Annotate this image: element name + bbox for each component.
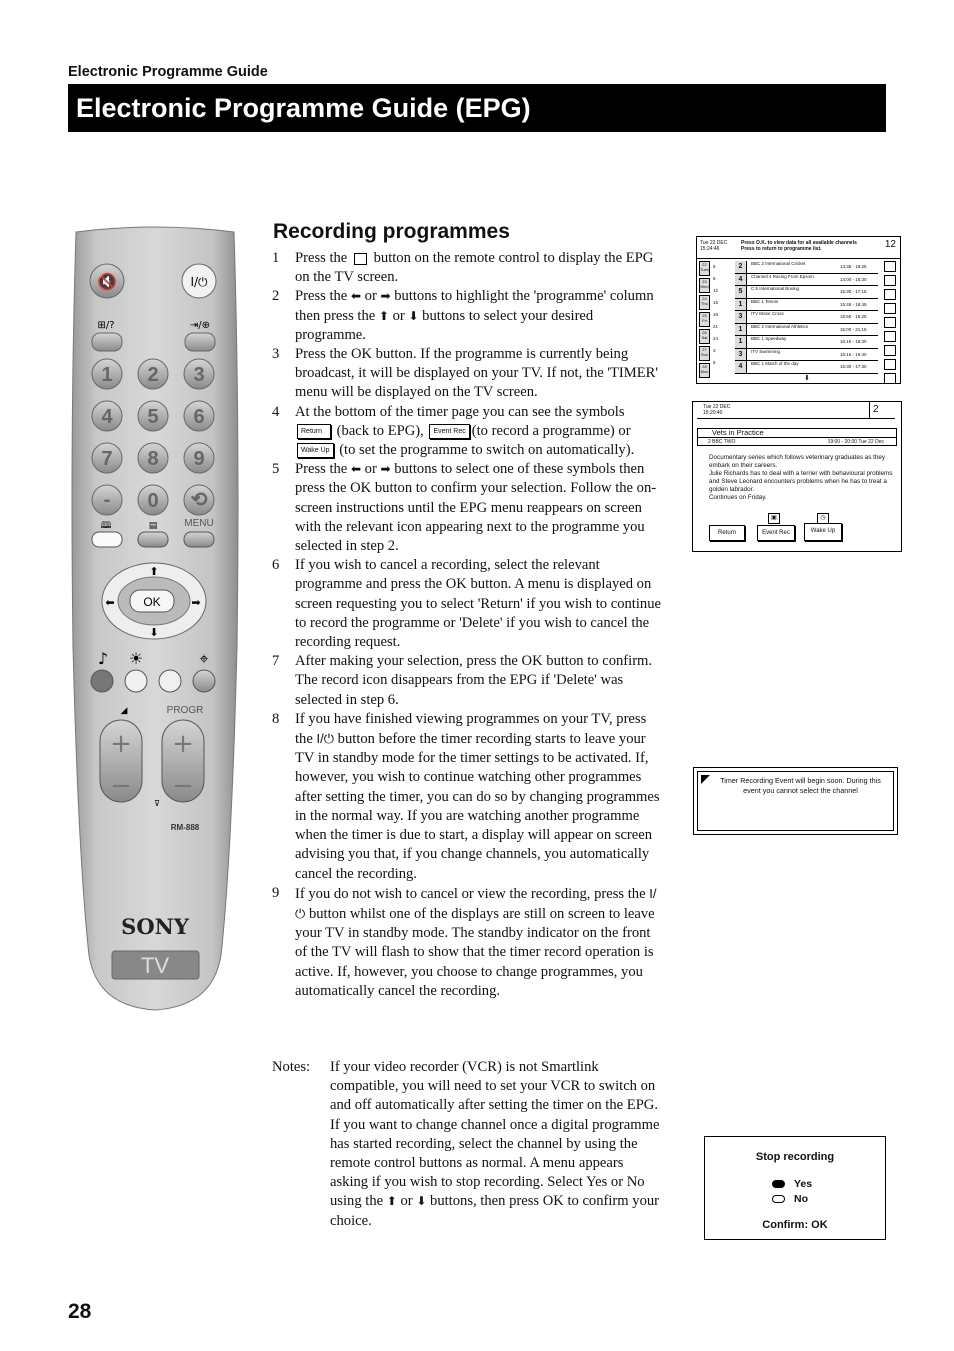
programme-channel: 4 [735,274,747,286]
step-9: 9 If you do not wish to cancel or view the recording, press the I/⏻ button whilst one of the displays are still on screen to leave your TV in standby mode. The standby indicator on the front of the TV will flash to show that the timer record operation is active. If, however, you choose to change programmes, you automatically cancel the recording. [272,884,657,999]
epg-time: 3 [713,348,716,353]
programme-channel: 1 [735,336,747,348]
timer-message-text: Timer Recording Event will begin soon. During this event you cannot select the channel [720,776,881,795]
svg-text:⊞/?: ⊞/? [97,320,115,331]
step-6: 6 If you wish to cancel a recording, select the relevant programme and press the OK button. A menu is displayed on screen requesting you to select 'Return' if you wish to continue to record the programme or 'Delete' if you wish to cancel the recording request. [272,557,661,651]
icon-slot [884,373,896,384]
svg-text:9: 9 [193,448,205,470]
programme-title: BBC 2 International Cricket [751,261,806,266]
svg-text:☀: ☀ [128,649,144,668]
power-icon: I/⏻ [295,885,657,921]
section-label: Electronic Programme Guide [68,64,268,80]
icon-slot [884,345,896,356]
timer-message-screen [693,767,898,835]
programme-time: 16:15 - 16:40 [840,351,867,357]
detail-datetime: Tue 22 DEC 15:20:40 [703,404,731,416]
left-arrow-icon: ⬅ [350,289,362,304]
step-2: 2 Press the ⬅ or ➡ buttons to highlight the 'programme' column then press the ⬆ or ⬇ buttons to select your desired programme. [272,288,654,343]
notes [272,1058,662,1231]
epg-programme-row[interactable] [735,299,878,312]
warning-corner-icon [701,775,710,784]
icon-slot [884,331,896,342]
notes-label: Notes: [272,1059,311,1075]
svg-text:🕮: 🕮 [100,521,112,531]
epg-icons-column [884,261,897,387]
svg-text:PROGR: PROGR [166,705,204,716]
programme-time: 13:35 - 18:25 [840,264,867,269]
svg-text:OK: OK [143,595,161,609]
programme-title: BBC 1 Tennis [751,298,779,304]
epg-detail-screen [692,401,902,552]
up-arrow-icon: ⬆ [386,1194,397,1209]
programme-channel: 1 [735,299,747,311]
programme-time: 14:00 - 16:30 [840,276,867,282]
programme-channel: 1 [735,324,747,336]
epg-programme-row[interactable] [735,349,878,362]
detail-programme-title: Vets in Practice [712,428,764,437]
programme-time: 15:55 - 16:25 [840,314,867,319]
epg-button-icon [354,253,367,265]
epg-time: 9 [713,276,716,281]
programme-channel: 3 [735,349,747,361]
epg-programmes-column [735,261,878,374]
svg-text:−: − [110,771,132,801]
svg-text:⬇: ⬇ [149,626,159,639]
svg-text:MENU: MENU [184,518,214,529]
programme-time: 15:30 - 17:15 [840,289,867,294]
detail-programme-box [697,428,897,446]
programme-channel: 3 [735,311,747,323]
svg-text:⊽: ⊽ [154,799,160,808]
svg-text:4: 4 [101,406,113,428]
programme-title: Channel 4 Racing From Epsom [751,273,814,279]
svg-text:-: - [103,489,111,511]
record-icon: ▣ [768,513,780,524]
wake-up-symbol: Wake Up [297,443,334,458]
programme-channel: 4 [735,361,747,373]
icon-slot [884,359,896,370]
note-2: If you want to change channel once a digital programme has started recording, select the channel by using the remote control buttons as normal. A menu appears asking if you wish to stop recording. Select Yes or No using the ⬆ or ⬇ buttons, then press OK to confirm your choice. [330,1116,660,1229]
page-number: 28 [68,1300,92,1323]
svg-text:8: 8 [147,448,159,470]
return-symbol: Return [297,424,331,439]
svg-text:6: 6 [193,406,205,428]
epg-time: 12 [713,288,719,293]
epg-times-column [711,261,731,369]
programme-title: BBC 2 International Athletics [751,323,809,329]
programme-title: ITV Swimming [751,348,781,354]
svg-text:+: + [172,729,194,759]
no-option[interactable]: No [772,1193,808,1205]
up-arrow-icon: ⬆ [378,308,389,323]
epg-message: Press O.K. to view data for all available channels Press to return to programme list. [741,240,857,252]
epg-day[interactable]: 23 Wed [699,278,710,293]
epg-programme-row[interactable] [735,274,878,287]
svg-text:⌖: ⌖ [199,649,209,668]
step-1: 1 Press the button on the remote control to display the EPG on the TV screen. [272,250,654,286]
right-arrow-icon: ➡ [380,462,391,477]
svg-text:TV: TV [140,953,170,978]
step-7: 7 After making your selection, press the OK button to confirm. The record icon disappears from the EPG if 'Delete' was selected in step 6. [272,653,653,708]
down-arrow-icon: ⬇ [416,1194,427,1209]
stop-recording-title: Stop recording [755,1151,835,1163]
icon-slot [884,317,896,328]
epg-time: 6 [713,360,716,365]
svg-text:5: 5 [147,406,159,428]
svg-text:+: + [110,729,132,759]
left-arrow-icon: ⬅ [350,462,362,477]
programme-channel: 2 [735,261,747,273]
step-3: 3 Press the OK button. If the programme is currently being broadcast, it will be displayed on your TV. If not, the 'TIMER' menu will be displayed on the TV screen. [272,346,659,401]
power-icon: I/⏻ [190,275,208,289]
icon-slot [884,275,896,286]
right-arrow-icon: ➡ [380,289,391,304]
svg-text:◢: ◢ [120,706,128,716]
epg-day[interactable]: 28 Mon [699,363,710,378]
svg-text:0: 0 [147,490,159,512]
return-button[interactable]: Return [709,525,745,541]
epg-time: 21 [713,324,719,329]
epg-time: 24 [713,336,719,341]
section-heading: Recording programmes [273,220,510,243]
svg-text:⬆: ⬆ [149,565,159,578]
epg-time: 18 [713,312,719,317]
icon-slot [884,303,896,314]
mute-icon: 🔇 [97,272,117,291]
programme-time: 16:30 - 17:30 [840,364,867,369]
detail-header [697,402,895,419]
epg-programme-row[interactable] [735,311,878,324]
programme-time: 16:15 - 16:30 [840,339,867,344]
down-arrow-icon: ⬇ [408,308,419,323]
epg-days-column [699,261,710,380]
epg-programme-row[interactable] [735,286,878,299]
yes-option[interactable]: Yes [772,1178,812,1190]
programme-title: ITV Motor Cross [751,311,784,316]
epg-grid-screen [696,236,901,384]
epg-datetime: Tue 22 DEC 15:24:46 [700,240,728,252]
note-1: If your video recorder (VCR) is not Smartlink compatible, you will need to set your VCR to switch on and off automatically after setting the timer on the EPG. [330,1059,658,1114]
programme-title: C 5 International Boxing [751,286,800,291]
epg-day[interactable]: 24 Thu [699,295,710,310]
svg-text:⇥/⊕: ⇥/⊕ [189,320,211,331]
icon-slot [884,261,896,272]
svg-text:RM-888: RM-888 [170,823,200,832]
detail-channel: 2 [869,402,893,418]
event-rec-symbol: Event Rec [429,424,469,439]
svg-text:♪: ♪ [97,649,109,668]
step-4: 4 At the bottom of the timer page you can see the symbols Return (back to EPG), Event Rec (to record a programme) or Wake Up (to set the programme to switch on automatically). [272,403,635,459]
epg-programme-row[interactable] [735,261,878,274]
epg-channel: 12 [884,239,896,250]
radio-icon [772,1195,785,1203]
epg-day[interactable]: 27 Sun [699,346,710,361]
detail-time: 19:00 - 20:00 Tue 22 Dec [827,439,884,445]
page-title: Electronic Programme Guide (EPG) [68,84,886,132]
confirm-label: Confirm: OK [762,1219,828,1231]
programme-time: 15:45 - 16:45 [840,301,867,307]
programme-title: BBC 1 Match of the day [751,361,799,366]
svg-text:7: 7 [101,448,113,470]
icon-slot [884,289,896,300]
svg-text:2: 2 [147,364,159,386]
epg-day[interactable]: 25 Fri [699,312,710,327]
epg-time: 15 [713,300,719,305]
programme-title: BBC 1 Speedway [751,336,787,341]
power-icon: I/⏻ [316,731,335,747]
svg-text:3: 3 [193,364,205,386]
detail-description: Documentary series which follows veterinary graduates as they embark on their careers. Julie Richards has to deal with a terrier with behavioural problems and Steve Leonard encounters problems when he has to treat a golden labrador. Continues on Friday. [709,454,893,501]
scroll-down-icon: ⬇ [804,375,810,382]
svg-text:SONY: SONY [121,914,189,939]
svg-text:➡: ➡ [191,596,201,609]
step-8: 8 If you have finished viewing programmes on your TV, press the I/⏻ button before the timer recording starts to leave your TV in standby mode for the timer settings to be activated. If, however, you wish to continue watching other programmes after setting the timer, you can do so by changing programmes in the normal way. If you are watching another programme when the timer is due to start, a display will appear on screen advising you that, if you change channels, you automatically cancel the recording. [272,710,660,882]
stop-recording-dialog [704,1136,886,1240]
epg-programme-row[interactable] [735,361,878,374]
epg-time: 6 [713,264,716,269]
epg-programme-row[interactable] [735,324,878,337]
svg-text:⬅: ⬅ [105,596,115,609]
epg-day[interactable]: 22 Tues [699,261,710,276]
programme-time: 15:00 - 21:15 [840,326,867,332]
svg-text:−: − [172,771,194,801]
svg-text:▤: ▤ [148,521,158,531]
selected-radio-icon [772,1180,785,1188]
event-rec-button[interactable]: Event Rec [757,525,795,541]
detail-channel-name: 2 BBC TWO [708,439,736,445]
step-5: 5 Press the ⬅ or ➡ buttons to select one of these symbols then press the OK button to confirm your selection. Follow the on-screen instructions until the EPG menu reappears on screen with the relevant icon appearing next to the programme you selected in step 2. [272,461,657,555]
remote-control-illustration [70,226,240,1012]
programme-channel: 5 [735,286,747,298]
epg-day[interactable]: 26 Sat [699,329,710,344]
steps-list [272,249,662,1001]
epg-programme-row[interactable] [735,336,878,349]
wake-up-icon: ◷ [817,513,829,524]
svg-text:1: 1 [101,364,113,386]
wake-up-button[interactable]: Wake Up [804,523,842,541]
svg-text:⟲: ⟲ [190,489,208,511]
